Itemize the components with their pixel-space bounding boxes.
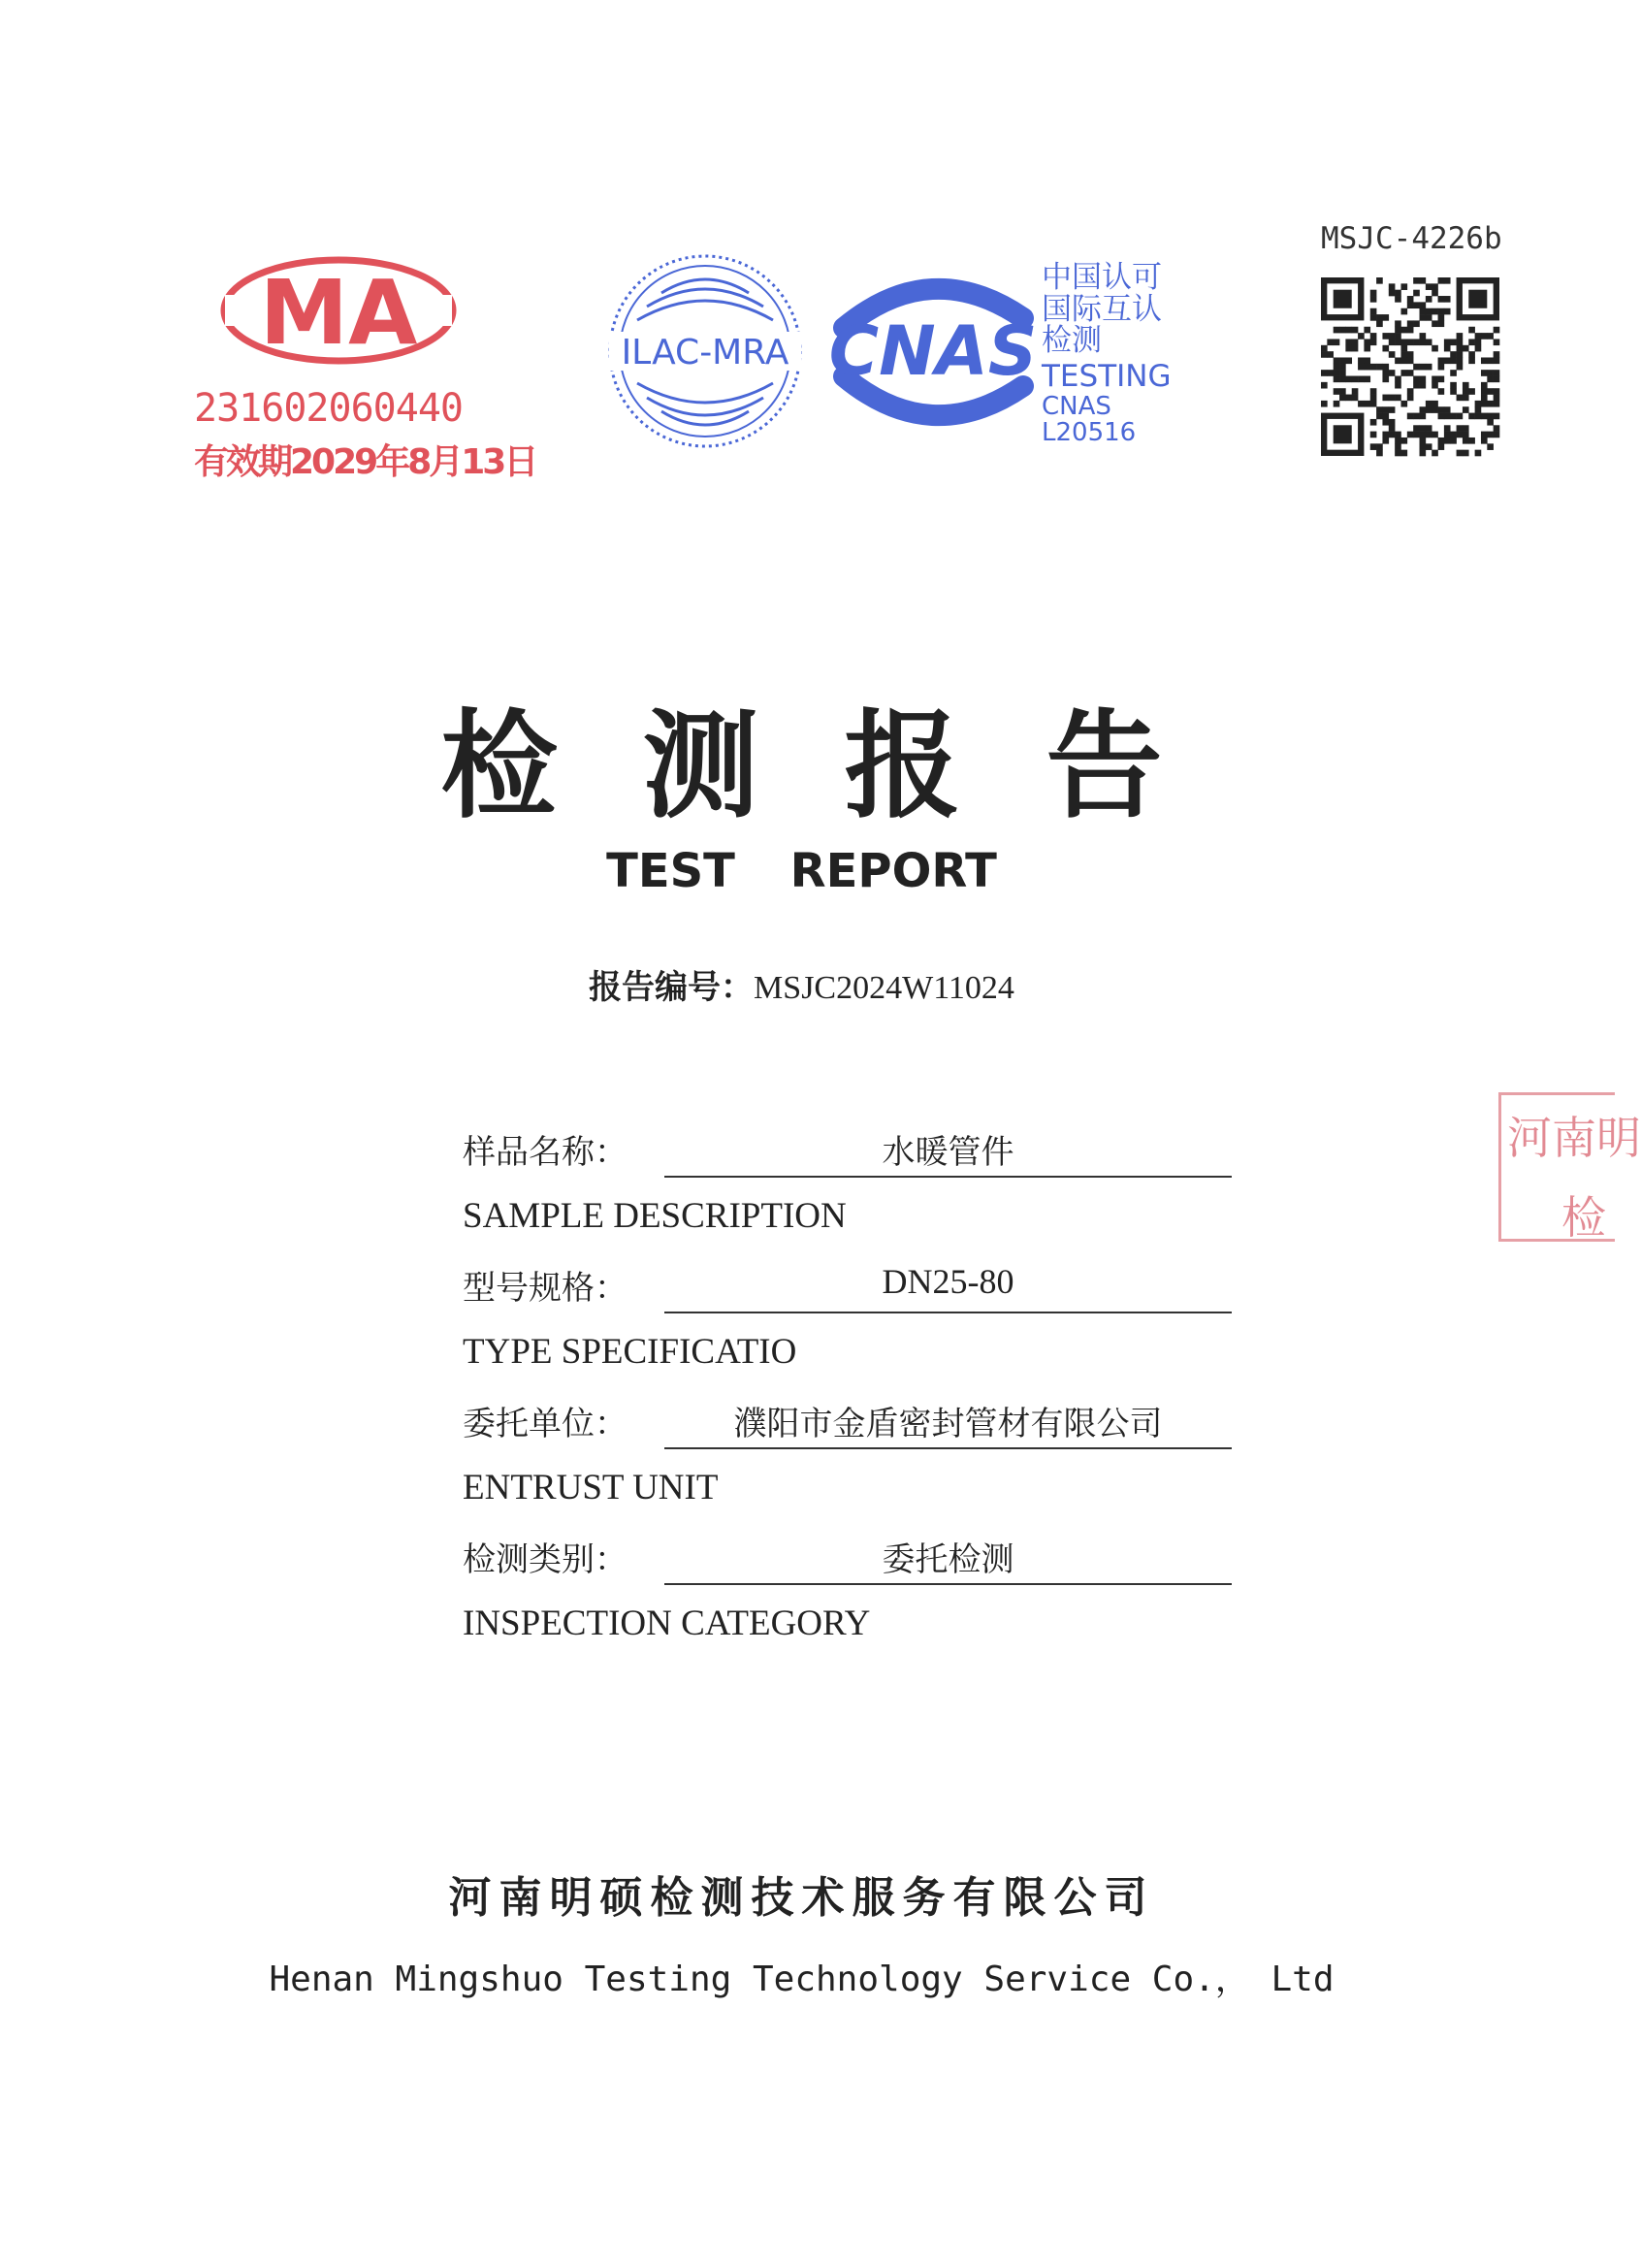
field-value: 委托检测 [882,1540,1014,1579]
report-number [0,960,1603,1008]
cma-mark: MA [259,261,418,365]
ilac-mra-text: ILAC-MRA [621,333,789,373]
field-english-label: ENTRUST UNIT [463,1468,719,1507]
cma-validity: 有效期2029年8月13日 [194,442,536,482]
field-english-label: INSPECTION CATEGORY [463,1604,871,1643]
accreditation-testing: TESTING [1042,358,1172,394]
cma-logo-icon [217,254,460,380]
field-underline [664,1583,1232,1585]
company-name-english: Henan Mingshuo Testing Technology Service Co.， Ltd [269,1960,1335,1999]
accreditation-line-2: 国际互认 [1042,291,1162,327]
field-label: 委托单位： [463,1405,627,1443]
field-label: 型号规格： [463,1269,627,1308]
field-underline [664,1447,1232,1449]
edge-stamp-line-2: 检 [1561,1191,1606,1244]
report-number-value: MSJC2024W11024 [754,970,1014,1006]
field-label: 检测类别： [463,1540,627,1579]
edge-stamp-line-1: 河南明 [1507,1112,1641,1164]
field-row-category [463,1523,1239,1591]
field-row-type [463,1251,1239,1319]
cma-seal [194,254,536,497]
field-label: 样品名称： [463,1133,627,1172]
field-english-label: SAMPLE DESCRIPTION [463,1196,847,1236]
accreditation-line-3: 检测 [1042,323,1102,359]
field-row-sample [463,1116,1239,1183]
accreditation-cert-number: CNAS L20516 [1042,392,1137,448]
field-value: DN25-80 [882,1262,1014,1301]
accreditation-line-1: 中国认可 [1042,260,1162,295]
field-underline [664,1312,1232,1313]
page-title: 检测报告 [440,697,1248,834]
field-value: 濮阳市金盾密封管材有限公司 [733,1405,1163,1443]
cnas-text: CNAS [828,311,1038,391]
ilac-mra-icon [603,243,807,456]
cma-number: 231602060440 [194,386,463,431]
edge-stamp [1498,1092,1641,1244]
company-name: 河南明硕检测技术服务有限公司 [448,1873,1155,1923]
accreditation-text [1042,262,1185,447]
field-value: 水暖管件 [882,1133,1014,1172]
page-title-english: TEST REPORT [606,844,997,898]
qr-code-icon [1321,277,1499,460]
field-underline [664,1176,1232,1178]
report-fields [463,1116,1239,1659]
document-code: MSJC-4226b [1321,221,1502,256]
accreditation-seal [603,243,1185,466]
cnas-logo-icon [815,260,1047,444]
report-number-label: 报告编号： [589,968,755,1007]
field-english-label: TYPE SPECIFICATIO [463,1332,797,1372]
field-row-entrust [463,1387,1239,1455]
